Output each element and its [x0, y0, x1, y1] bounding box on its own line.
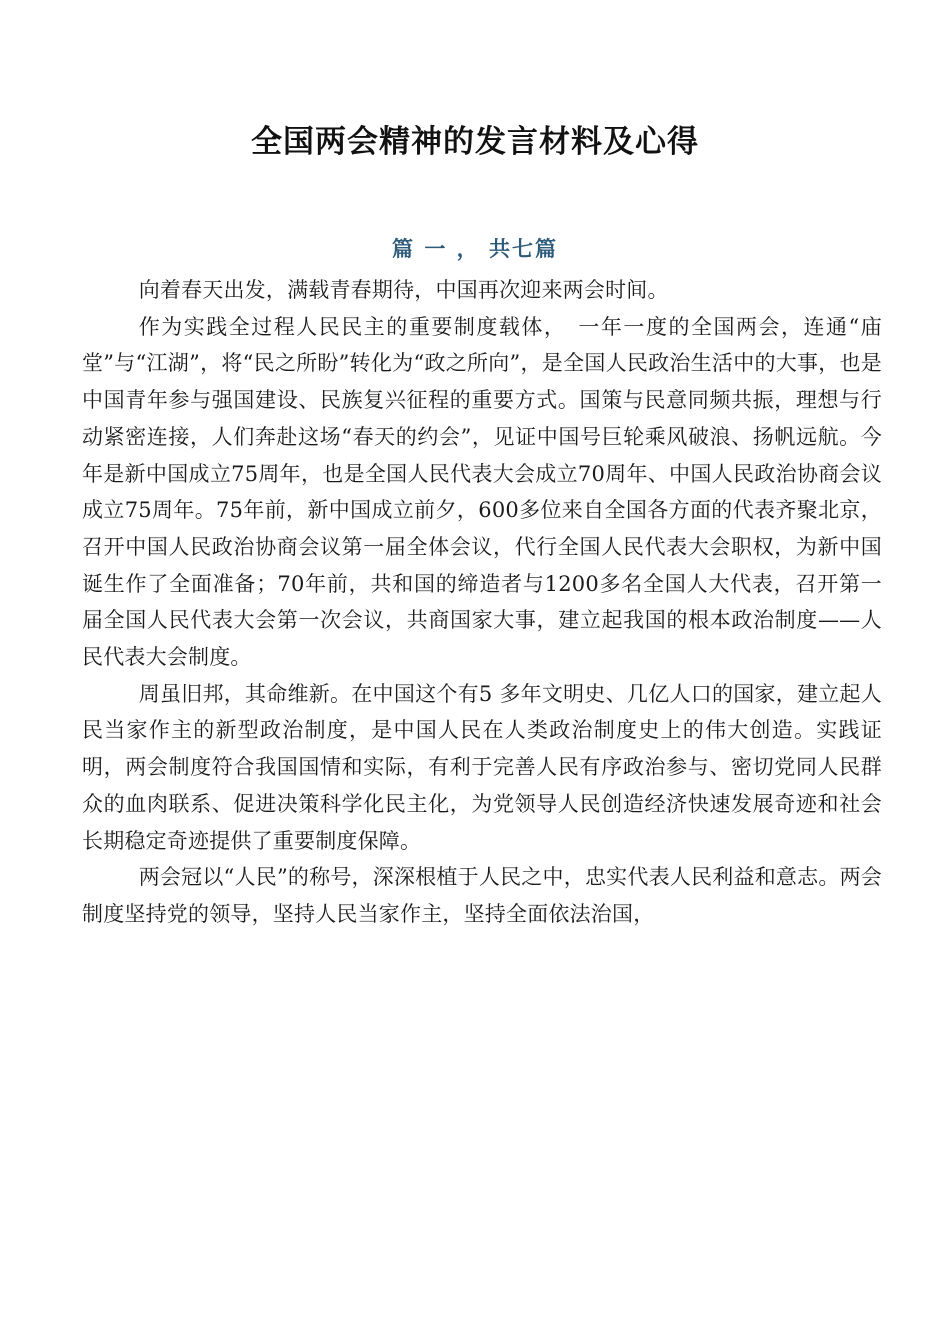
body-paragraph: 向着春天出发，满载青春期待，中国再次迎来两会时间。: [138, 278, 669, 302]
body-paragraph: 作为实践全过程人民民主的重要制度载体， 一年一度的全国两会，连通“庙堂”与“江湖”，将“民之所盼”转化为“政之所向”，是全国人民政治生活中的大事，也是中国青年参与强国建设、民族复兴征程的重要方式。国策与民意同频共振，理想与行动紧密连接，人们奔赴这场“春天的约会”，见证中国号巨轮乘风破浪、扬帆远航。今年是新中国成立75周年，也是全国人民代表大会成立70周年、中国人民政治协商会议成立75周年。75年前，新中国成立前夕，600多位来自全国各方面的代表齐聚北京，召开中国人民政治协商会议第一届全体会议，代行全国人民代表大会职权，为新中国诞生作了全面准备；70年前，共和国的缔造者与1200多名全国人大代表，召开第一届全国人民代表大会第一次会议，共商国家大事，建立起我国的根本政治制度——人民代表大会制度。: [82, 314, 882, 670]
section-heading: 篇 一 ， 共七篇: [392, 236, 558, 261]
document-title: 全国两会精神的发言材料及心得: [251, 124, 699, 160]
body-paragraph: 两会冠以“人民”的称号，深深根植于人民之中，忠实代表人民利益和意志。两会制度坚持党的领导，坚持人民当家作主，坚持全面依法治国，: [82, 865, 882, 926]
body-paragraph: 周虽旧邦，其命维新。在中国这个有5 多年文明史、几亿人口的国家，建立起人民当家作主的新型政治制度，是中国人民在人类政治制度史上的伟大创造。实践证明，两会制度符合我国国情和实际，有利于完善人民有序政治参与、密切党同人民群众的血肉联系、促进决策科学化民主化，为党领导人民创造经济快速发展奇迹和社会长期稳定奇迹提供了重要制度保障。: [82, 681, 882, 853]
document-body: [82, 272, 882, 933]
